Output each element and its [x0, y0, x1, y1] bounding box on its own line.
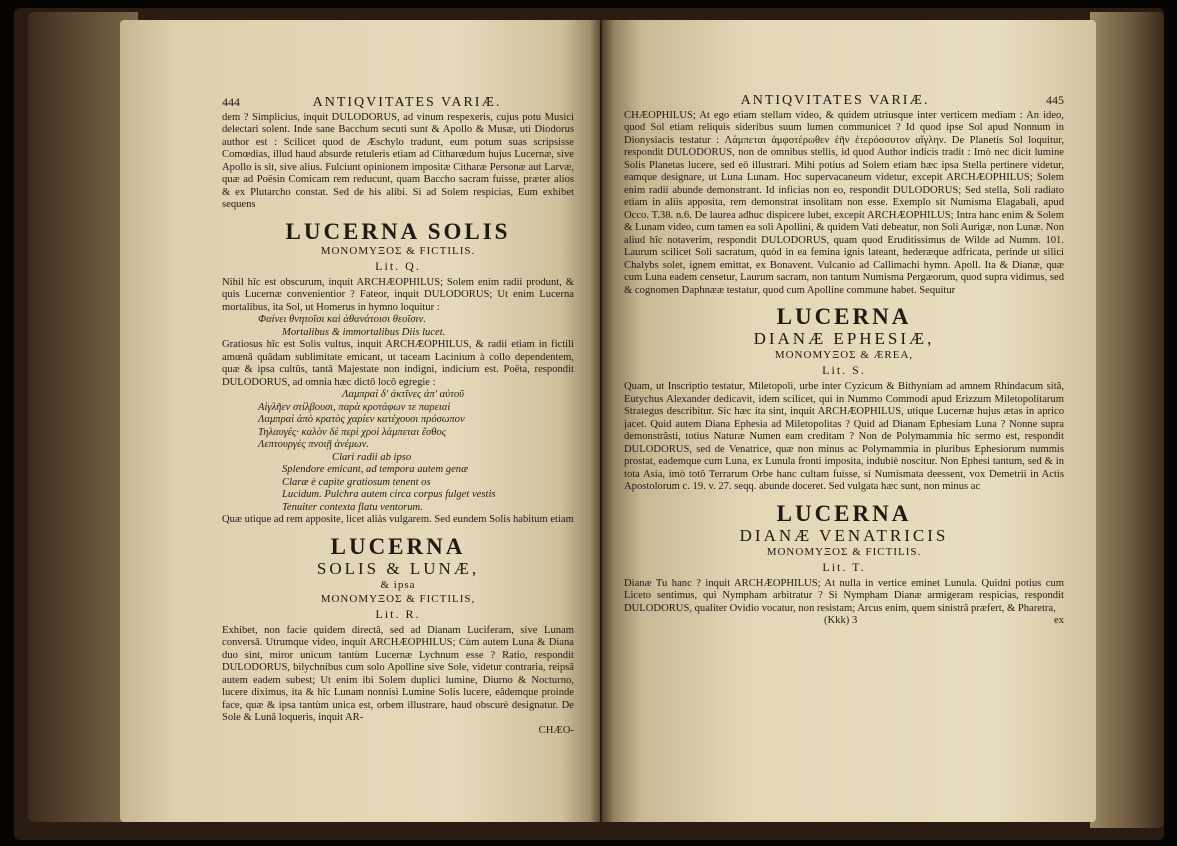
heading-lucerna-2: LUCERNA	[330, 533, 466, 559]
right-page-text	[624, 94, 1064, 628]
signature-mark: (Kkk) 3	[824, 615, 858, 626]
heading-monomyxos-fictilis-3: MONOMYΞΟΣ & FICTILIS.	[766, 545, 922, 558]
latin-verse-5: Lucidum. Pulchra autem circa corpus fulget vestis	[282, 489, 496, 500]
left-paragraph-2: Nihil hîc est obscurum, inquit ARCHÆOPHILUS; Solem enim radii produnt, & quis Lucernæ convenientior ? Fateor, inquit DULODORUS; Ut enim Lucerna mortalibus, ita Sol, ut Homerus in hymno loquitur :	[222, 276, 574, 313]
latin-verse-3: Splendore emicant, ad tempora autem genæ	[282, 464, 469, 475]
heading-monomyxos-fictilis: MONOMYΞΟΣ & FICTILIS.	[320, 244, 476, 257]
heading-lucerna-3: LUCERNA	[776, 304, 912, 329]
left-running-head	[222, 96, 574, 110]
greek-verse-1: Φαίνει θνητοῖσι καὶ ἀθανάτοισι θεοῖσιν.	[258, 314, 426, 325]
left-page-number: 444	[222, 95, 240, 109]
book-gutter	[590, 20, 614, 822]
greek-verse-3: Αἰγλῆεν στίλβουσι, παρὰ κροτάφων τε παρειαὶ	[258, 401, 451, 413]
heading-et-ipsa: & ipsa	[380, 578, 416, 591]
left-paragraph-4: Quæ utique ad rem apposite, licet aliàs vulgarem. Sed eundem Solis habitum etiam	[222, 514, 574, 525]
left-paragraph-3: Gratiosus hîc est Solis vultus, inquit ARCHÆOPHILUS, & radii etiam in fictili amœnâ quâdam sublimitate emicant, ut taceam Lacinium à collo dependentem, quæ & ipsa cultûs, tantâ Majestate non indigni, indicium est. Poëta, respondit DULODORUS, ad omnia hæc dictô locô egregie :	[222, 339, 574, 388]
heading-lit-q: Lit. Q.	[375, 258, 421, 273]
right-paragraph-2: Quam, ut Inscriptio testatur, Miletopoli, urbe inter Cyzicum & Bithyniam ad amnem Rhindacum sitâ, Eutychus Alexander dedicavit, idem scilicet, qui in Nummo Commodi apud Erizzum Miletopolitarum Strategus describitur. Sic hæc ita sint, inquit ARCHÆOPHILUS, utique Lucernæ hujus ætas in aprico jacet. Quid autem Diana Ephesia ad Miletopolitas ? Quid ad Dianam Ephesiam Luna ? Nonne supra demonstrâsti, totius Naturæ Numen eam creditam ? Non de Polymammia hîc sermo est, respondit DULODORUS, sed de Venatrice, quæ non minus ac Polymammia in pluribus Ephesiorum nummis prostat, eademque cum Luna, ex Lunula fronti imposita, indubiè noscitur. Non Ephesi tantum, sed & in tota Asia, imò totô Terrarum Orbe hanc cultam fuisse, si Numismata deessent, vox Demetrii in Actis Apostolorum c. 19. v. 27. seqq. abunde doceret. Sed vulgata hæc sunt, non minus ac	[624, 381, 1064, 492]
right-page-edges	[1090, 12, 1164, 828]
heading-dianae-venatricis: DIANÆ VENATRICIS	[739, 525, 949, 545]
left-catchword: CHÆO-	[538, 724, 574, 736]
right-page-number: 445	[1046, 93, 1064, 107]
left-paragraph-5: Exhibet, non facie quidem directâ, sed ad Dianam Luciferam, sive Lunam conversâ. Utrumque video, inquit ARCHÆOPHILUS; Cùm autem Luna & Diana duo sint, miror unicum tantùm Lucernæ Lychnum esse ? Ratio, respondit DULODORUS, bilychnibus cum solo Apolline sive Sole, videtur contraria, reipsâ autem eadem subest; Ut enim ibi Solem duplici lumine, Diurno & Nocturno, lucere diximus, ita & hîc Lunam nonnisi Lumine Solis lucere, eâdemque proinde face, quæ & ipsa tantùm unica est, orbem illustrare, haud obscurè designatur. De Sole & Lunâ loqueris, inquit AR-	[222, 624, 574, 723]
right-running-head	[624, 94, 1064, 108]
right-catchword: ex	[1054, 615, 1064, 626]
right-paragraph-3: Dianæ Tu hanc ? inquit ARCHÆOPHILUS; At nulla in vertice eminet Lunula. Quidni potius cum Liceto sentimus, qui Nympham arbitratur ? Si Nympham Dianæ armigeram respicias, respondit DULODORUS, qualiter Ovidio vocatur, non resistam; Arcus enim, quem sinistrâ præfert, & Pharetra,	[624, 577, 1064, 614]
heading-lucerna-solis: LUCERNA SOLIS	[285, 218, 511, 244]
heading-dianae-ephesiae: DIANÆ EPHESIÆ,	[753, 329, 935, 348]
heading-monomyxos-aerea: MONOMYΞΟΣ & ÆREA,	[774, 349, 914, 361]
right-page	[602, 20, 1096, 822]
heading-lit-s: Lit. S.	[822, 363, 866, 377]
heading-solis-lunae: SOLIS & LUNÆ,	[316, 558, 480, 578]
latin-verse-2: Clari radii ab ipso	[332, 451, 412, 463]
greek-verse-2: Λαμπραὶ δ' ἀκτῖνες ἀπ' αὐτοῦ	[342, 389, 465, 400]
left-head-title: ANTIQVITATES VARIÆ.	[312, 95, 502, 110]
greek-verse-6: Λεπτουργὲς πνοιῇ ἀνέμων.	[258, 439, 369, 450]
right-head-title: ANTIQVITATES VARIÆ.	[740, 93, 930, 108]
right-footer	[624, 615, 1064, 628]
heading-lit-r: Lit. R.	[375, 606, 421, 621]
left-paragraph-1: dem ? Simplicius, inquit DULODORUS, ad vinum respexeris, cujus potu Musici delectari solent. Inde sane Bacchum secuti sunt & Apollo & Musæ, uti Diodorus author est : Scilicet quod de Æschylo tradunt, eum potum suas scripsisse Comœdias, illud haud absurde retuleris etiam ad Citharœdum hujus Lucernæ, sive Apollo is sit, sive alius. Fulciunt opinionem impositæ Citharæ Personæ aut Larvæ, quæ ad Poësin Comicam rem reducunt, quam Baccho sacram fuisse, præter alios & ex Plutarcho constat. Sed de his alibi. Si ad Solem respicias, Eum exhibet sequens	[222, 111, 574, 210]
heading-monomyxos-fictilis-2: MONOMYΞΟΣ & FICTILIS,	[320, 592, 476, 605]
right-paragraph-1: CHÆOPHILUS; At ego etiam stellam video, & quidem utriusque inter verticem mediam : An ideo, quod Sol etiam reliquis sideribus suum lumen communicet ? Id quod ipse Sol apud Nonnum in Dionysiacis testatur : Λάμπεται ἀμφοτέρωθεν ἑῆν ἑτερόσσυτον αἴγλην. De Planetis Sol loquitur, respondit DULODORUS, non de omnibus stellis, id quod Author indicis tradit : Imò nec dicit lumine Solis Planetas lucere, sed eô illustrari. Mihi potius ad Solem etiam hæc ipsa Stella pertinere videtur, eamque designare, ut Luna Lunam. Hoc supervacaneum videtur, excepit ARCHÆOPHILUS; Solem enim radii abunde demonstrant. Id inficias non eo, respondit DULODORUS; Sed stella, Soli radiato etiam in aliis apposita, rem demonstrat insolitam non esse. Exemplo sit Numisma Elagabali, apud Occo. T.38. n.6. De laurea adhuc dispicere lubet, excepit ARCHÆOPHILUS; Intra hanc enim & Solem & Lunam video, cum tamen ea soli Apollini, & quidem Vati debeatur, non Soli Aurigæ, non Lunæ. Non aliud hîc notaverim, respondit DULODORUS, quam quod Eruditissimus de Wilde ad Numm. 101. Laurum scilicet Soli sacratum, quòd in ea femina ignis lateant, hederæque adfricata, perinde ut silici Chalybs solet, ignem emittat, ex Bonavent. Vulcanio ad Callimachi hymn. Apoll. Ita & Dianæ, quæ cum Luna eadem censetur, Laurum sacram, non tantum Numisma Pergæorum, quod supra vidimus, sed & cognomen Daphnææ testatur, quod cum Apolline commune habet. Sequitur	[624, 109, 1064, 296]
latin-verse-6: Tenuiter contexta flatu ventorum.	[282, 501, 423, 513]
greek-verse-5: Τηλαυγές· καλὸν δὲ περὶ χροὶ λάμπεται ἔσθος	[258, 426, 447, 438]
left-page-text	[222, 96, 574, 737]
heading-lit-t: Lit. T.	[822, 559, 866, 574]
latin-verse-4: Claræ è capite gratiosum tenent os	[282, 476, 431, 488]
latin-verse-1: Mortalibus & immortalibus Diis lucet.	[282, 326, 446, 338]
greek-verse-4: Λαμπραὶ ἀπὸ κρατὸς χαρίεν κατέχουσι πρόσωπον	[258, 414, 465, 425]
left-page	[120, 20, 600, 822]
heading-lucerna-4: LUCERNA	[776, 500, 912, 526]
